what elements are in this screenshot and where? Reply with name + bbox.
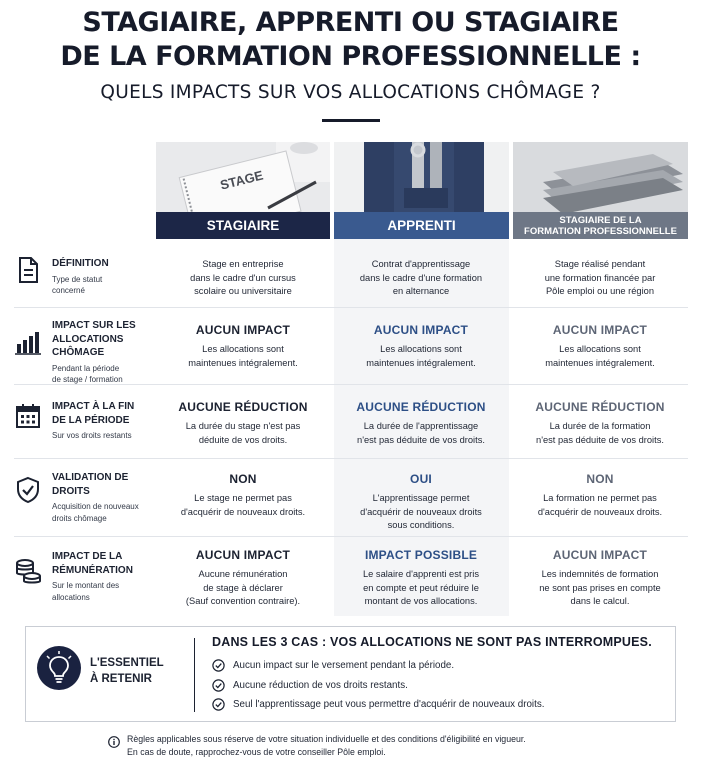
footer-note-line-1: Règles applicables sous réserve de votre situation individuelle et des conditions d'éligibilité en vigueur. <box>127 734 526 744</box>
column-header-stagiaire: STAGIAIRE <box>156 212 330 239</box>
bar-chart-icon <box>14 328 42 356</box>
stage-photo-label: STAGE <box>218 167 265 193</box>
row-separator <box>14 458 688 459</box>
row-title: DÉFINITION <box>52 258 109 269</box>
cell-formation-validation: NON La formation ne permet pas d'acquérir de nouveaux droits. <box>537 472 663 517</box>
check-circle-icon <box>212 659 225 672</box>
title-divider <box>322 119 380 122</box>
essentiel-item: Aucun impact sur le versement pendant la période. <box>212 657 454 673</box>
stage-notebook-photo <box>156 142 330 214</box>
apprentice-overalls-photo <box>334 142 509 214</box>
cell-formation-fin-periode: AUCUNE RÉDUCTION La durée de la formation n'est pas déduite de vos droits. <box>535 400 665 445</box>
cell-formation-definition: Stage réalisé pendant une formation financée par Pôle emploi ou une région <box>544 259 656 296</box>
essentiel-label: L'ESSENTIEL À RETENIR <box>90 657 164 685</box>
title-line-3: QUELS IMPACTS SUR VOS ALLOCATIONS CHÔMAGE ? <box>100 82 601 103</box>
essentiel-badge <box>37 646 81 690</box>
essentiel-item: Seul l'apprentissage peut vous permettre d'acquérir de nouveaux droits. <box>212 696 544 712</box>
cell-stagiaire-remuneration: AUCUN IMPACT Aucune rémunération de stage à déclarer (Sauf convention contraire). <box>185 548 301 606</box>
essentiel-divider <box>194 638 195 712</box>
coins-icon <box>14 557 42 585</box>
column-header-stagiaire-formation <box>513 212 688 239</box>
cell-stagiaire-definition: Stage en entreprise dans le cadre d'un cursus scolaire ou universitaire <box>190 259 296 296</box>
cell-apprenti-definition: Contrat d'apprentissage dans le cadre d'une formation en alternance <box>359 259 483 296</box>
cell-apprenti-fin-periode: AUCUNE RÉDUCTION La durée de l'apprentissage n'est pas déduite de vos droits. <box>356 400 486 445</box>
column-header-line-1: STAGIAIRE DE LA <box>559 214 642 226</box>
title-line-2: DE LA FORMATION PROFESSIONNELLE : <box>60 41 641 72</box>
cell-stagiaire-validation: NON Le stage ne permet pas d'acquérir de nouveaux droits. <box>180 472 306 517</box>
cell-formation-remuneration: AUCUN IMPACT Les indemnités de formation ne sont pas prises en compte dans le calcul. <box>539 548 661 606</box>
document-icon <box>14 256 42 284</box>
essentiel-heading: DANS LES 3 CAS : VOS ALLOCATIONS NE SONT PAS INTERROMPUES. <box>212 635 652 649</box>
shield-check-icon <box>14 476 42 504</box>
cell-stagiaire-allocations: AUCUN IMPACT Les allocations sont maintenues intégralement. <box>188 323 298 368</box>
essentiel-item: Aucune réduction de vos droits restants. <box>212 677 408 693</box>
title-line-1: STAGIAIRE, APPRENTI OU STAGIAIRE <box>82 7 619 38</box>
row-label-definition <box>52 257 156 297</box>
cell-apprenti-allocations: AUCUN IMPACT Les allocations sont maintenues intégralement. <box>366 323 476 368</box>
row-label-validation-droits: VALIDATION DE DROITS Acquisition de nouveaux droits chômage <box>52 472 139 523</box>
calendar-icon <box>14 402 42 430</box>
info-icon <box>108 736 120 748</box>
row-subtitle: Type de statut concerné <box>52 274 103 295</box>
books-photo <box>513 142 688 214</box>
check-circle-icon <box>212 698 225 711</box>
lightbulb-icon <box>37 646 81 690</box>
row-separator <box>14 307 688 308</box>
row-label-impact-remuneration: IMPACT DE LA RÉMUNÉRATION Sur le montant des allocations <box>52 551 133 602</box>
cell-stagiaire-fin-periode: AUCUNE RÉDUCTION La durée du stage n'est pas déduite de vos droits. <box>178 400 308 445</box>
row-separator <box>14 536 688 537</box>
row-label-impact-allocations: IMPACT SUR LES ALLOCATIONS CHÔMAGE Pendant la période de stage / formation <box>52 320 136 384</box>
column-header-line-2: FORMATION PROFESSIONNELLE <box>524 225 677 237</box>
cell-apprenti-remuneration: IMPACT POSSIBLE Le salaire d'apprenti est pris en compte et peut réduire le montant de vos allocations. <box>363 548 479 606</box>
footer-note-line-2: En cas de doute, rapprochez-vous de votre conseiller Pôle emploi. <box>127 747 386 757</box>
row-label-impact-fin-periode: IMPACT À LA FIN DE LA PÉRIODE Sur vos droits restants <box>52 401 135 440</box>
check-circle-icon <box>212 679 225 692</box>
cell-apprenti-validation: OUI L'apprentissage permet d'acquérir de nouveaux droits sous conditions. <box>360 472 482 530</box>
column-header-apprenti: APPRENTI <box>334 212 509 239</box>
cell-formation-allocations: AUCUN IMPACT Les allocations sont maintenues intégralement. <box>545 323 655 368</box>
